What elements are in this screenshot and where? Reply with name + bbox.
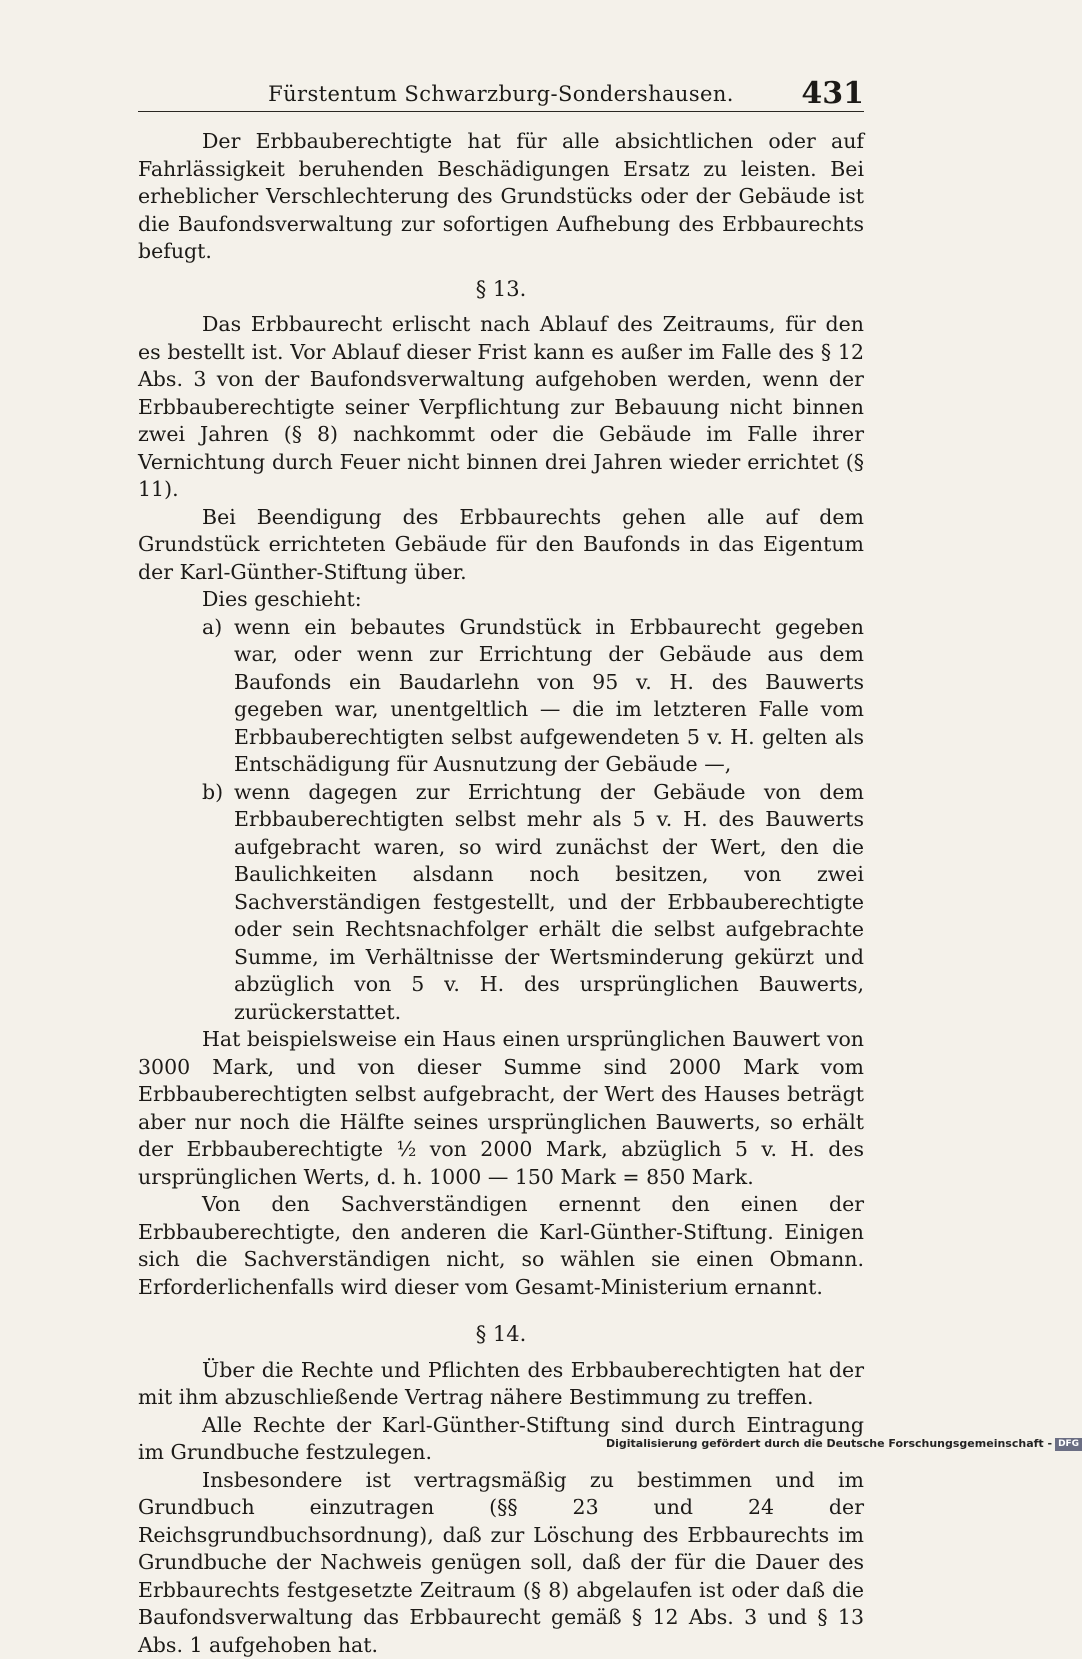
paragraph-rights: Alle Rechte der Karl-Günther-Stiftung sind durch Eintragung im Grundbuche festzulegen.: [138, 1412, 864, 1467]
paragraph-dies-geschieht: Dies geschieht:: [138, 586, 864, 614]
running-header: [138, 80, 864, 110]
header-rule: [138, 111, 864, 112]
page-body: [138, 128, 864, 1659]
section-heading-13: § 13.: [138, 276, 864, 304]
paragraph-damages: Der Erbbauberechtigte hat für alle absichtlichen oder auf Fahrlässigkeit beruhenden Beschädigungen Ersatz zu leisten. Bei erheblicher Verschlechterung des Grundstücks oder der Gebäude ist die Baufondsverwaltung zur sofortigen Aufhebung des Erbbaurechts befugt.: [138, 128, 864, 266]
paragraph-termination: Bei Beendigung des Erbbaurechts gehen alle auf dem Grundstück errichteten Gebäude für den Baufonds in das Eigentum der Karl-Günther-Stiftung über.: [138, 504, 864, 587]
digitization-footer: [606, 1437, 982, 1453]
footer-text: Digitalisierung gefördert durch die Deutsche Forschungsgemeinschaft -: [606, 1437, 1052, 1450]
page-number: 431: [801, 76, 864, 111]
dfg-logo: DFG: [1055, 1438, 1082, 1451]
list-text-b: wenn dagegen zur Errichtung der Gebäude von dem Erbbauberechtigten selbst mehr als 5 v. H. des Bauwerts aufgebracht waren, so wird zunächst der Wert, den die Baulichkeiten alsdann noch besitzen, von zwei Sachverständigen festgestellt, und der Erbbauberechtigte oder sein Rechtsnachfolger erhält die selbst aufgebrachte Summe, im Verhältnisse der Wertsminderung gekürzt und abzüglich von 5 v. H. des ursprünglichen Bauwerts, zurückerstattet.: [234, 780, 864, 1024]
paragraph-registration: Insbesondere ist vertragsmäßig zu bestimmen und im Grundbuch einzutragen (§§ 23 und 24 der Reichsgrundbuchsordnung), daß zur Löschung des Erbbaurechts im Grundbuche der Nachweis genügen soll, daß der für die Dauer des Erbbaurechts festgesetzte Zeitraum (§ 8) abgelaufen ist oder daß die Baufondsverwaltung das Erbbaurecht gemäß § 12 Abs. 3 und § 13 Abs. 1 aufgehoben hat.: [138, 1467, 864, 1659]
paragraph-expiry: Das Erbbaurecht erlischt nach Ablauf des Zeitraums, für den es bestellt ist. Vor Ablauf dieser Frist kann es außer im Falle des § 12 Abs. 3 von der Baufondsverwaltung aufgehoben werden, wenn der Erbbauberechtigte seiner Verpflichtung zur Bebauung nicht binnen zwei Jahren (§ 8) nachkommt oder die Gebäude im Falle ihrer Vernichtung durch Feuer nicht binnen drei Jahren wieder errichtet (§ 11).: [138, 311, 864, 504]
list-marker-a: a): [202, 614, 222, 642]
paragraph-example: Hat beispielsweise ein Haus einen ursprünglichen Bauwert von 3000 Mark, und von dieser Summe sind 2000 Mark vom Erbbauberechtigten selbst aufgebracht, der Wert des Hauses beträgt aber nur noch die Hälfte seines ursprünglichen Bauwerts, so erhält der Erbbauberechtigte ½ von 2000 Mark, abzüglich 5 v. H. des ursprünglichen Werts, d. h. 1000 — 150 Mark = 850 Mark.: [138, 1026, 864, 1191]
list-text-a: wenn ein bebautes Grundstück in Erbbaurecht gegeben war, oder wenn zur Errichtung der Gebäude aus dem Baufonds ein Baudarlehn von 95 v. H. des Bauwerts gegeben war, unentgeltlich — die im letzteren Falle vom Erbbauberechtigten selbst aufgewendeten 5 v. H. gelten als Entschädigung für Ausnutzung der Gebäude —,: [234, 615, 864, 777]
list-item-b: [138, 779, 864, 1027]
paragraph-experts: Von den Sachverständigen ernennt den einen der Erbbauberechtigte, den anderen die Karl-Günther-Stiftung. Einigen sich die Sachverständigen nicht, so wählen sie einen Obmann. Erforderlichenfalls wird dieser vom Gesamt-Ministerium ernannt.: [138, 1191, 864, 1301]
list-item-a: [138, 614, 864, 779]
section-heading-14: § 14.: [138, 1321, 864, 1349]
list-marker-b: b): [202, 779, 223, 807]
paragraph-contract: Über die Rechte und Pflichten des Erbbauberechtigten hat der mit ihm abzuschließende Vertrag nähere Bestimmung zu treffen.: [138, 1357, 864, 1412]
header-title: Fürstentum Schwarzburg-Sondershausen.: [138, 82, 864, 106]
